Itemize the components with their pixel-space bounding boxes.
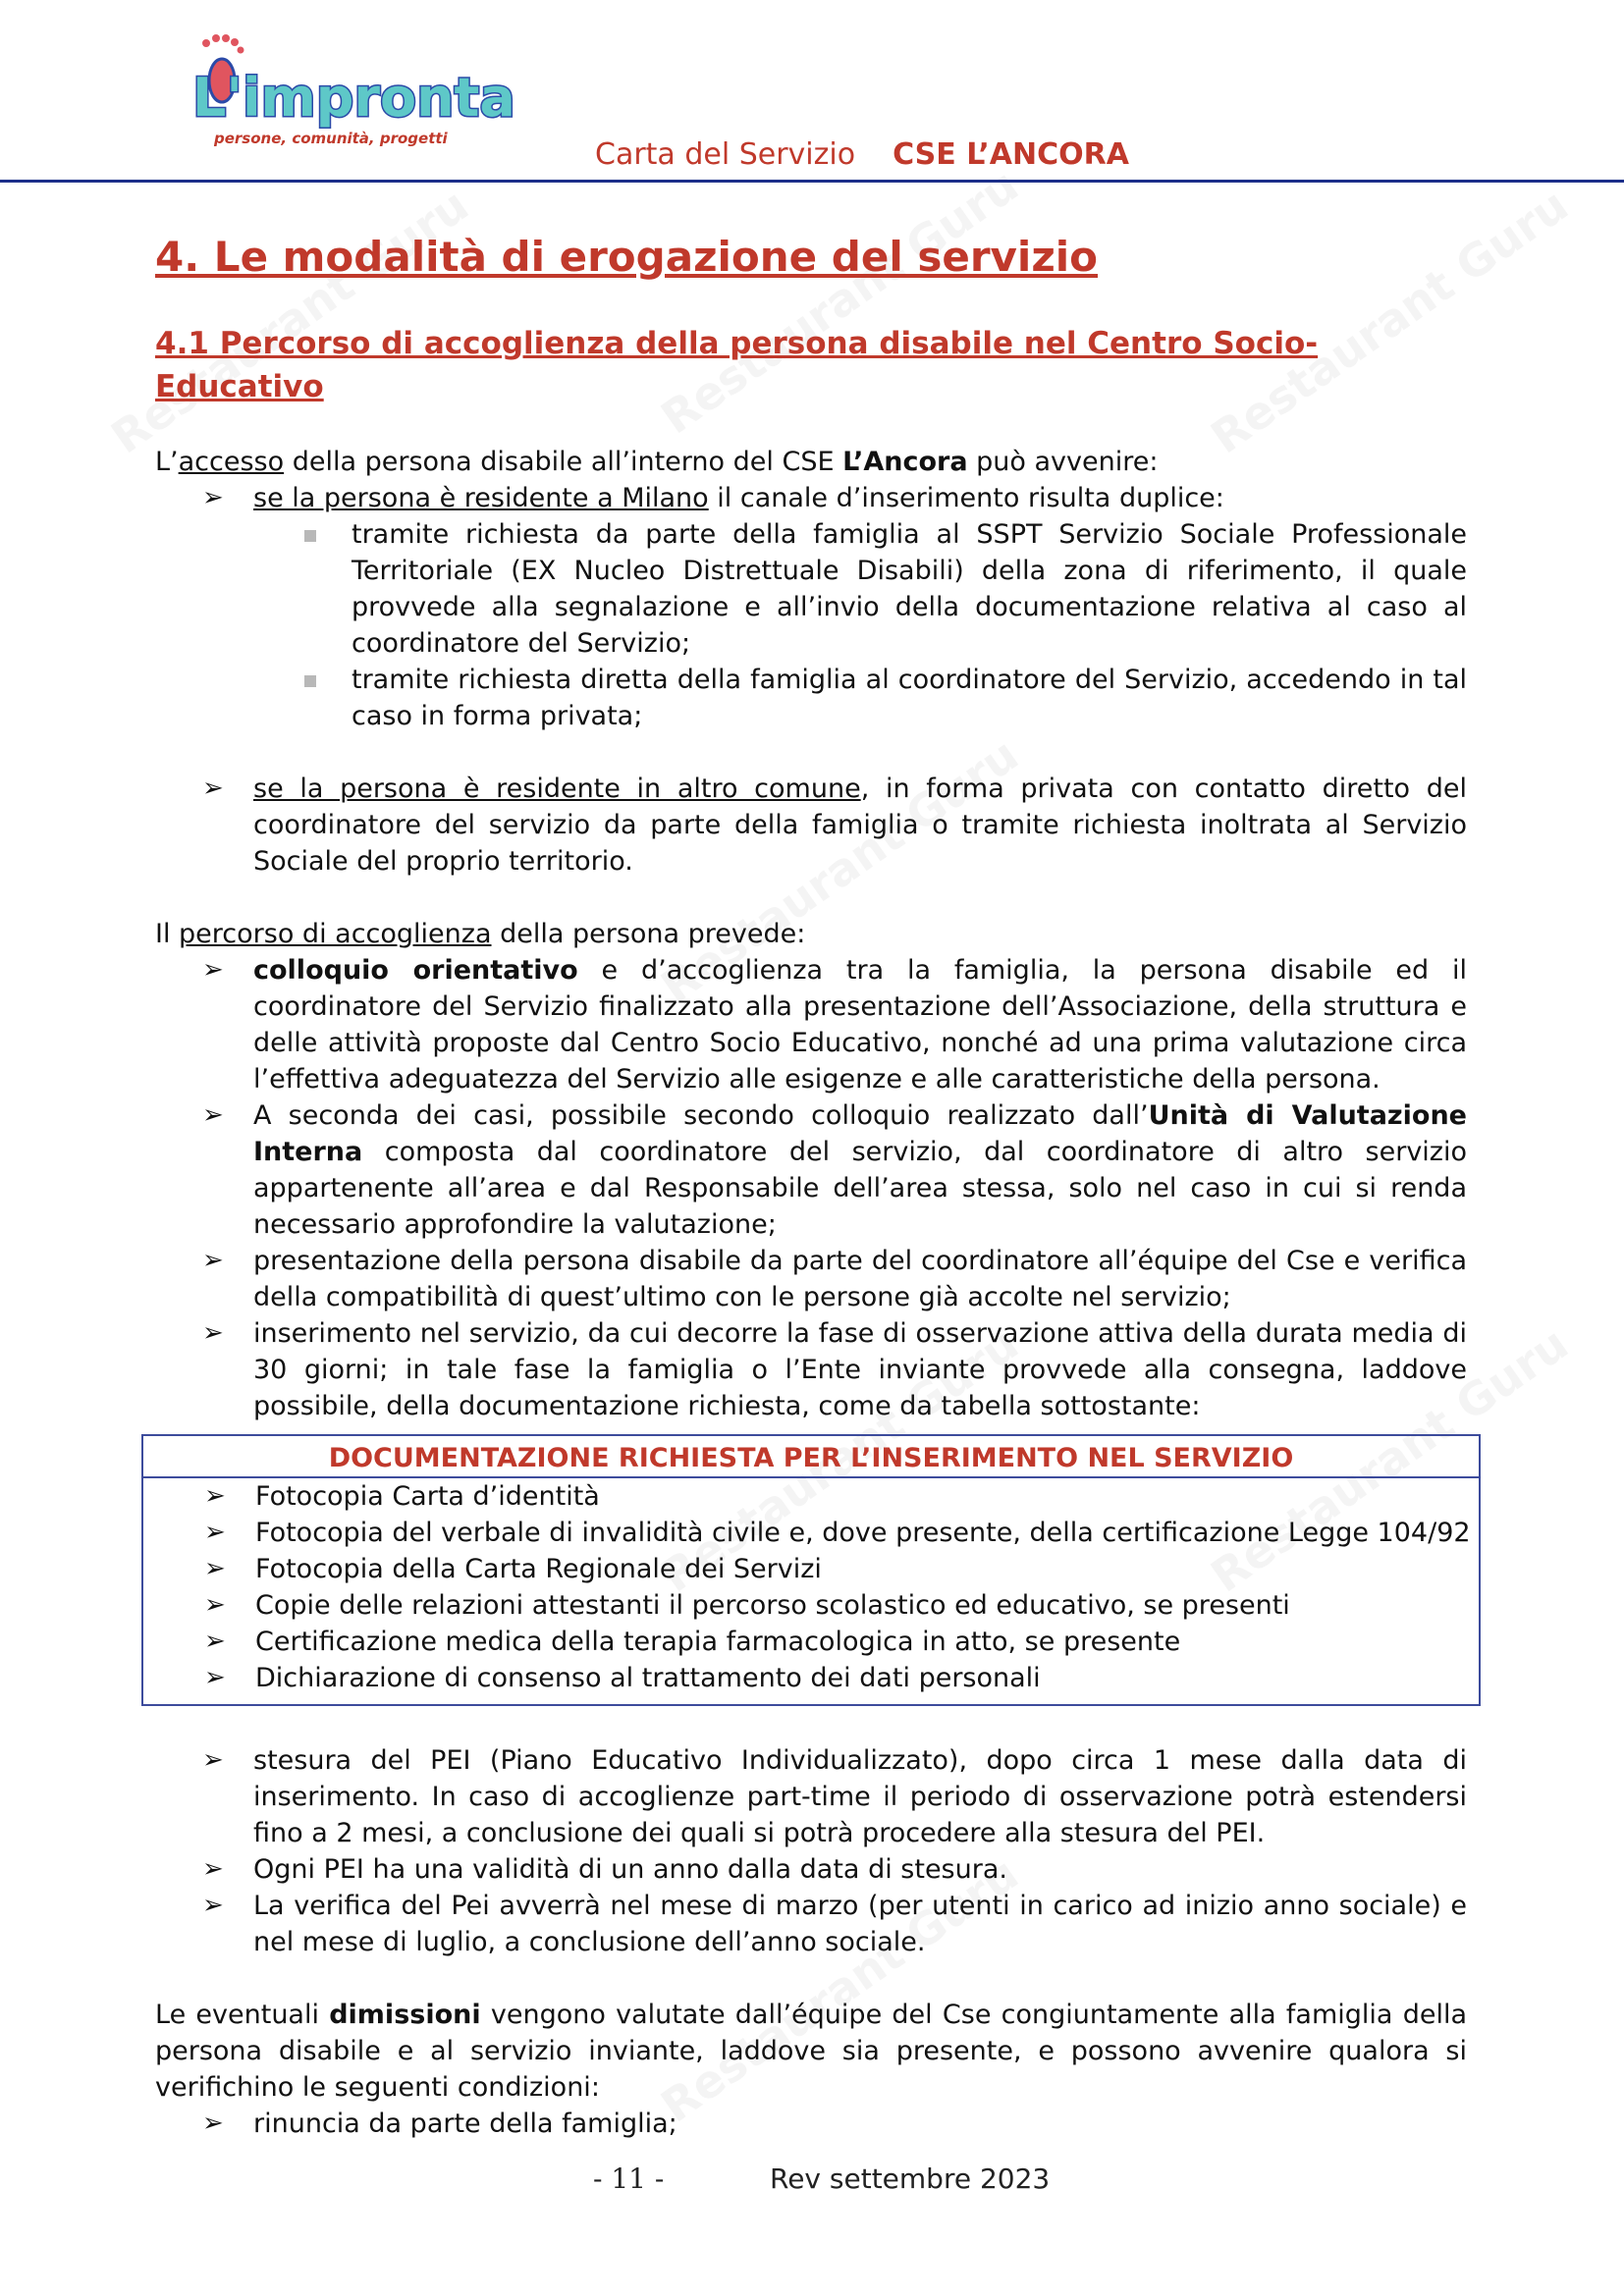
- table-row: ➢ Fotocopia del verbale di invalidità civile e, dove presente, della certificazione Legge 104/92: [157, 1515, 1479, 1551]
- header-title: [595, 137, 1129, 172]
- dimissioni-paragraph: [155, 1997, 1467, 2106]
- list-item-milano: [155, 480, 1467, 516]
- list-item: ➢ presentazione della persona disabile da parte del coordinatore all’équipe del Cse e verifica della compatibilità di quest’ultimo con le persone già accolte nel servizio;: [155, 1243, 1467, 1315]
- table-row: ➢ Fotocopia Carta d’identità: [157, 1478, 1479, 1515]
- list-item: [155, 952, 1467, 1097]
- list-item: ➢ stesura del PEI (Piano Educativo Individualizzato), dopo circa 1 mese dalla data di inserimento. In caso di accoglienze part-time il periodo di osservazione potrà estendersi fino a 2 mesi, a conclusione dei quali si potrà procedere alla stesura del PEI.: [155, 1742, 1467, 1851]
- list-item-altro-comune: [155, 771, 1467, 880]
- underlined-text: percorso di accoglienza: [179, 919, 492, 949]
- page-content: [155, 228, 1471, 2142]
- header-title-carta: Carta del Servizio: [595, 137, 856, 172]
- documentation-table: [141, 1434, 1481, 1706]
- underlined-text: se la persona è residente in altro comune: [253, 774, 861, 804]
- text: Le eventuali: [155, 2000, 330, 2030]
- table-row: ➢ Copie delle relazioni attestanti il percorso scolastico ed educativo, se presenti: [157, 1587, 1479, 1624]
- underlined-text: se la persona è residente a Milano: [253, 483, 709, 513]
- text: il canale d’inserimento risulta duplice:: [708, 483, 1224, 513]
- logo-name: L'impronta: [192, 67, 515, 129]
- subsection-title: 4.1 Percorso di accoglienza della persona disabile nel Centro Socio-Educativo: [155, 326, 1319, 404]
- documentation-table-title: DOCUMENTAZIONE RICHIESTA PER L’INSERIMENTO NEL SERVIZIO: [143, 1440, 1479, 1478]
- text: può avvenire:: [967, 447, 1159, 477]
- percorso-paragraph: [155, 916, 1467, 952]
- bold-text: dimissioni: [329, 2000, 481, 2030]
- list-item: ➢ inserimento nel servizio, da cui decorre la fase di osservazione attiva della durata media di 30 giorni; in tale fase la famiglia o l’Ente inviante provvede alla consegna, laddove possibile, della documentazione richiesta, come da tabella sottostante:: [155, 1315, 1467, 1424]
- sub-list-item: tramite richiesta diretta della famiglia al coordinatore del Servizio, accedendo in tal caso in forma privata;: [155, 662, 1467, 734]
- sub-list-item: tramite richiesta da parte della famiglia al SSPT Servizio Sociale Professionale Territoriale (EX Nucleo Distrettuale Disabili) della zona di riferimento, il quale provvede alla segnalazione e all’invio della documentazione relativa al caso al coordinatore del Servizio;: [155, 516, 1467, 662]
- list-item: [155, 1097, 1467, 1243]
- text: Il: [155, 919, 180, 949]
- text: , in forma privata con contatto diretto del coordinatore del servizio da parte della famiglia o tramite richiesta inoltrata al Servizio Sociale del proprio territorio.: [253, 774, 1467, 877]
- bold-text: colloquio orientativo: [253, 955, 578, 986]
- header-rule: [0, 180, 1624, 183]
- table-row: ➢ Certificazione medica della terapia farmacologica in atto, se presente: [157, 1624, 1479, 1660]
- access-paragraph: [155, 444, 1467, 480]
- text: vengono valutate dall’équipe del Cse congiuntamente alla famiglia della persona disabile e al servizio inviante, laddove sia presente, e possono avvenire qualora si verifichino le seguenti condizioni:: [155, 2000, 1468, 2103]
- page-number: - 11 -: [593, 2163, 665, 2195]
- revision-date: Rev settembre 2023: [770, 2163, 1051, 2195]
- text: e d’accoglienza tra la famiglia, la persona disabile ed il coordinatore del Servizio finalizzato alla presentazione dell’Associazione, della struttura e delle attività proposte dal Centro Socio Educativo, nonché ad una prima valutazione circa l’effettiva adeguatezza del Servizio alle esigenze e alle caratteristiche della persona.: [253, 955, 1468, 1095]
- impronta-logo: [192, 29, 516, 157]
- text: L’: [155, 447, 179, 477]
- underlined-text: accesso: [178, 447, 285, 477]
- logo-tagline: persone, comunità, progetti: [214, 130, 448, 147]
- text: composta dal coordinatore del servizio, dal coordinatore di altro servizio appartenente all’area e dal Responsabile dell’area stessa, solo nel caso in cui si renda necessario approfondire la valutazione;: [253, 1137, 1467, 1240]
- text: A seconda dei casi, possibile secondo colloquio realizzato dall’: [253, 1100, 1149, 1131]
- text: della persona prevede:: [491, 919, 806, 949]
- table-row: ➢ Fotocopia della Carta Regionale dei Servizi: [157, 1551, 1479, 1587]
- cse-name: L’Ancora: [842, 447, 968, 477]
- text: della persona disabile all’interno del CSE: [284, 447, 843, 477]
- section-title: 4. Le modalità di erogazione del servizio: [155, 233, 1099, 281]
- bold-text: Unità di Valutazione Interna: [253, 1100, 1467, 1167]
- header-title-cse: CSE L’ANCORA: [893, 137, 1129, 172]
- list-item: ➢ La verifica del Pei avverrà nel mese di marzo (per utenti in carico ad inizio anno sociale) e nel mese di luglio, a conclusione dell’anno sociale.: [155, 1888, 1467, 1960]
- list-item: ➢ rinuncia da parte della famiglia;: [155, 2106, 1467, 2142]
- table-row: ➢ Dichiarazione di consenso al trattamento dei dati personali: [157, 1660, 1479, 1696]
- list-item: ➢ Ogni PEI ha una validità di un anno dalla data di stesura.: [155, 1851, 1467, 1888]
